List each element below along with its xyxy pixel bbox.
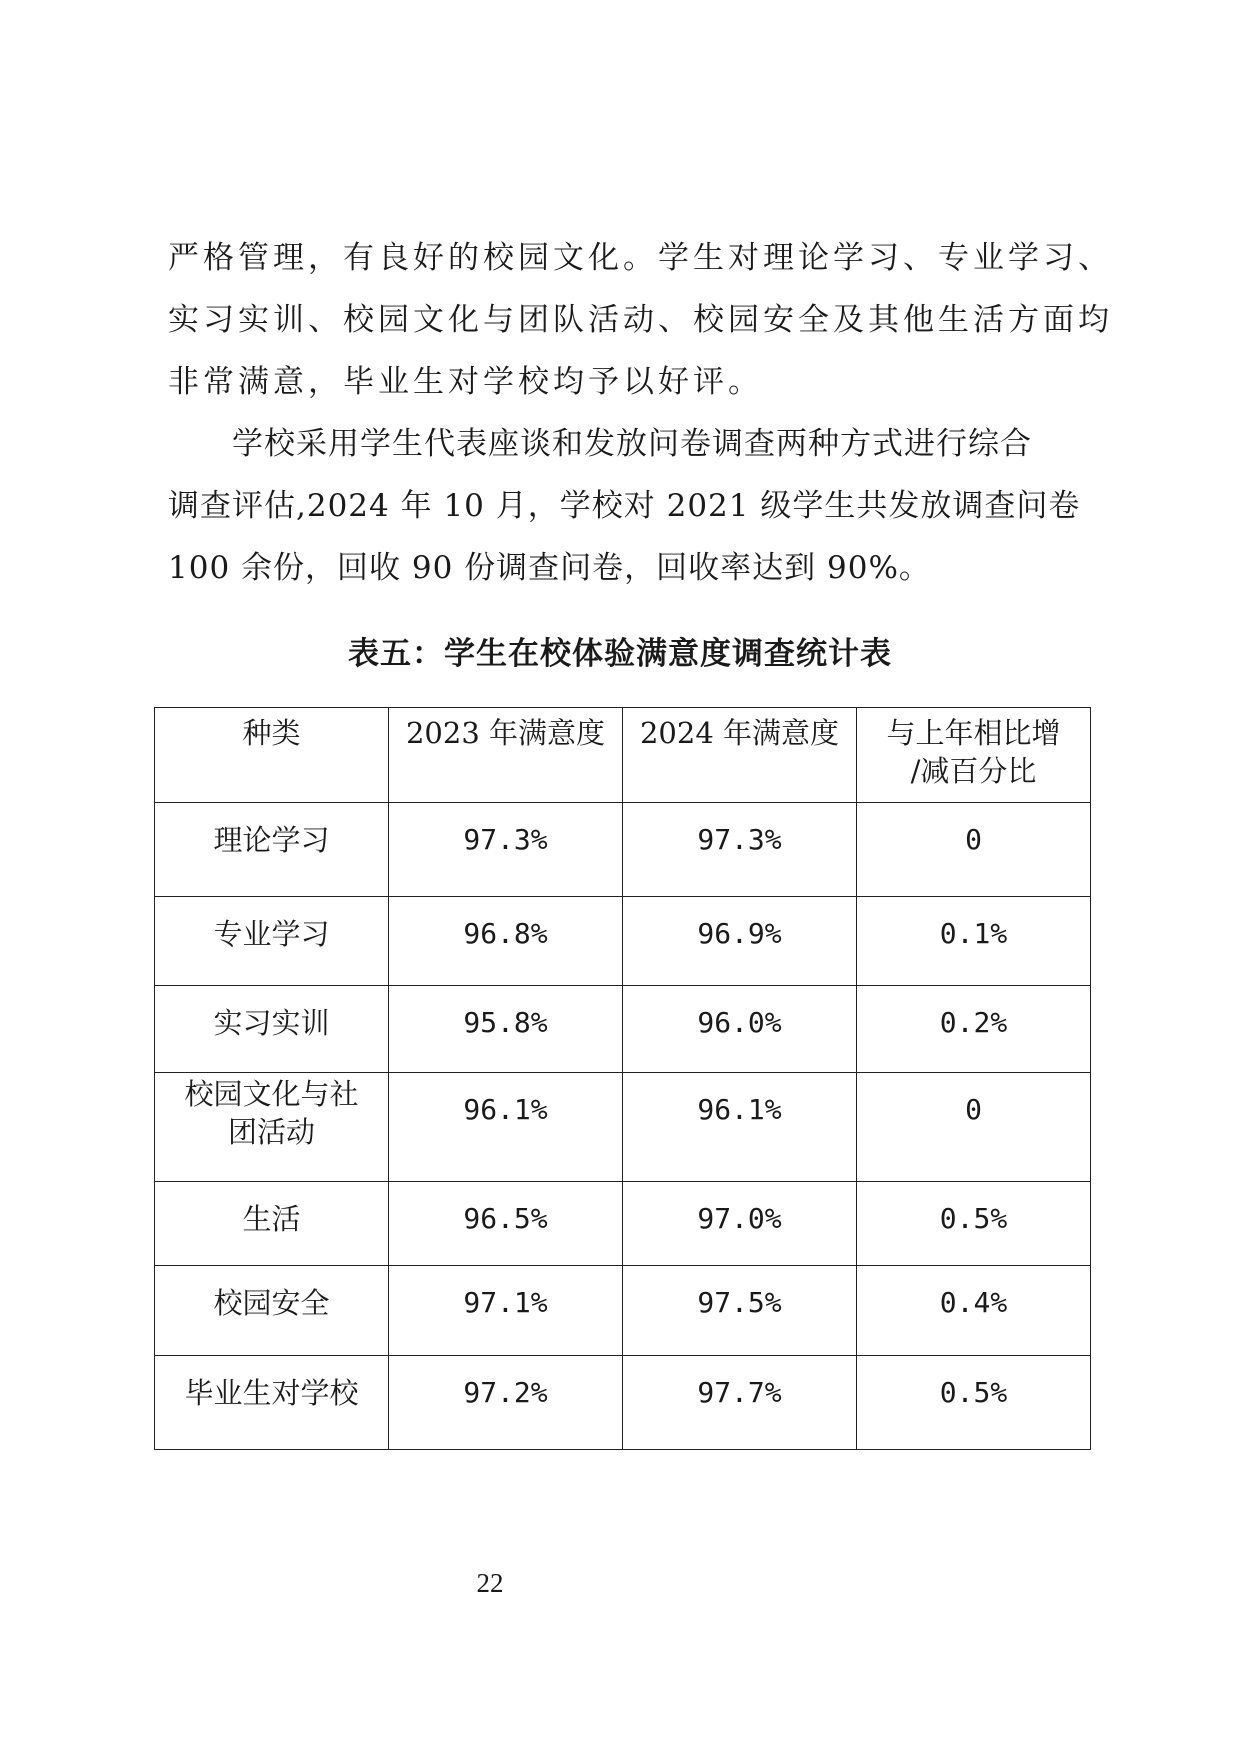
- cell-change: 0: [857, 803, 1091, 897]
- cell-change: 0.1%: [857, 897, 1091, 986]
- cell-category: 理论学习: [155, 803, 389, 897]
- header-2023: 2023 年满意度: [389, 708, 623, 803]
- cell-category: 校园安全: [155, 1266, 389, 1356]
- table-caption: 表五：学生在校体验满意度调查统计表: [348, 636, 892, 672]
- cell-2023: 96.8%: [389, 897, 623, 986]
- header-change-line2: /减百分比: [910, 754, 1037, 788]
- cell-2024: 96.0%: [623, 986, 857, 1073]
- cell-2023: 97.2%: [389, 1356, 623, 1450]
- table-row: [155, 1266, 1091, 1356]
- cell-2023: 97.1%: [389, 1266, 623, 1356]
- cell-2023: 96.1%: [389, 1073, 623, 1182]
- table-row: [155, 1356, 1091, 1450]
- cell-change: 0.2%: [857, 986, 1091, 1073]
- header-2024: 2024 年满意度: [623, 708, 857, 803]
- cell-2023: 95.8%: [389, 986, 623, 1073]
- table-row: [155, 986, 1091, 1073]
- cell-change: 0.5%: [857, 1356, 1091, 1450]
- cell-2023: 96.5%: [389, 1182, 623, 1266]
- cell-2024: 96.9%: [623, 897, 857, 986]
- paragraph-line: 实习实训、校园文化与团队活动、校园安全及其他生活方面均: [168, 302, 1113, 338]
- cell-category: 毕业生对学校: [155, 1356, 389, 1450]
- header-category: 种类: [155, 708, 389, 803]
- cell-2024: 97.3%: [623, 803, 857, 897]
- paragraph-line: 调查评估,2024 年 10 月，学校对 2021 级学生共发放调查问卷: [168, 488, 1081, 524]
- header-change-line1: 与上年相比增: [886, 716, 1061, 750]
- cell-2024: 97.7%: [623, 1356, 857, 1450]
- satisfaction-table: [154, 707, 1091, 1450]
- cell-category: [155, 1073, 389, 1182]
- cell-category: 生活: [155, 1182, 389, 1266]
- cell-2023: 97.3%: [389, 803, 623, 897]
- cell-category: 实习实训: [155, 986, 389, 1073]
- table-header-row: [155, 708, 1091, 803]
- cell-change: 0.4%: [857, 1266, 1091, 1356]
- cell-category-line1: 校园文化与社: [184, 1077, 359, 1111]
- paragraph-line: 学校采用学生代表座谈和发放问卷调查两种方式进行综合: [232, 426, 1032, 462]
- table-row: [155, 897, 1091, 986]
- table-row: [155, 1073, 1091, 1182]
- paragraph-line: 严格管理，有良好的校园文化。学生对理论学习、专业学习、: [168, 240, 1113, 276]
- cell-change: 0.5%: [857, 1182, 1091, 1266]
- paragraph-line: 100 余份，回收 90 份调查问卷，回收率达到 90%。: [168, 550, 931, 586]
- body-paragraph-1: [168, 227, 1113, 413]
- page-number: 22: [476, 1568, 504, 1598]
- cell-category: 专业学习: [155, 897, 389, 986]
- cell-change: 0: [857, 1073, 1091, 1182]
- cell-2024: 97.0%: [623, 1182, 857, 1266]
- cell-category-line2: 团活动: [227, 1115, 315, 1149]
- header-change: [857, 708, 1091, 803]
- paragraph-line: 非常满意，毕业生对学校均予以好评。: [168, 364, 763, 400]
- cell-2024: 97.5%: [623, 1266, 857, 1356]
- table-row: [155, 1182, 1091, 1266]
- cell-2024: 96.1%: [623, 1073, 857, 1182]
- table-row: [155, 803, 1091, 897]
- body-paragraph-2: [168, 413, 1090, 599]
